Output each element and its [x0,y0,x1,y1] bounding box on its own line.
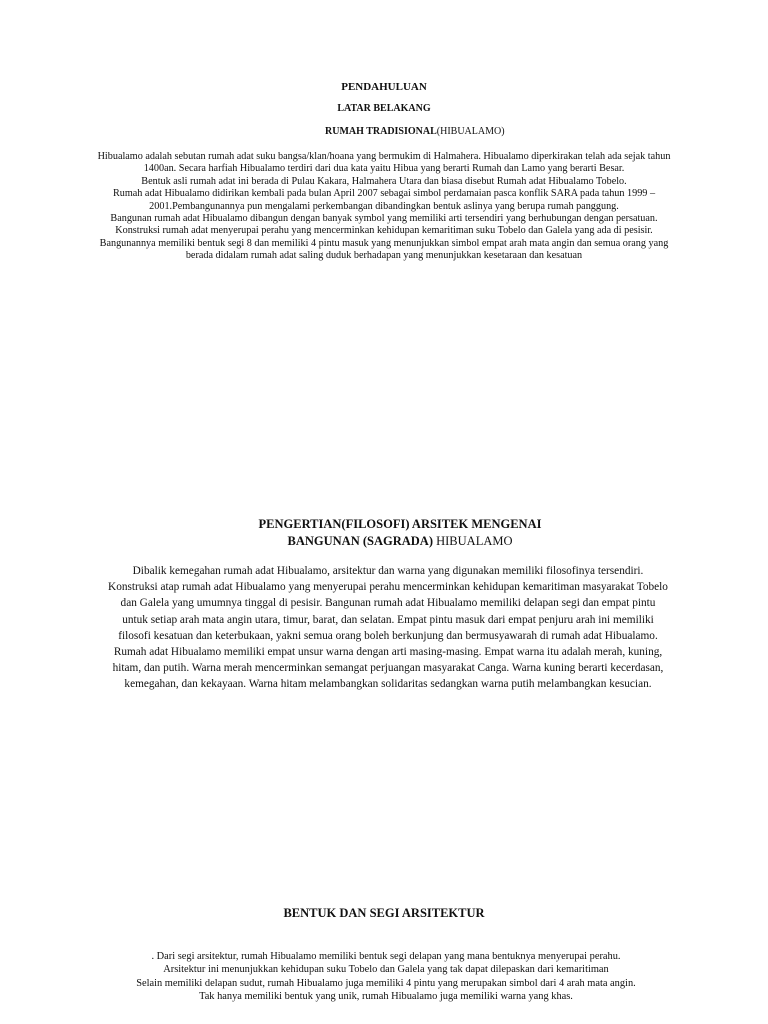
heading-rumah-tradisional [325,126,505,137]
heading-pendahuluan: PENDAHULUAN [341,81,427,93]
arsitektur-paragraph-3: Selain memiliki delapan sudut, rumah Hibualamo juga memiliki 4 pintu yang merupakan simbol dari 4 arah mata angin. [136,977,636,989]
arsitektur-body [83,950,689,1003]
heading-pengertian-line2 [200,533,600,550]
arsitektur-paragraph-4: Tak hanya memiliki bentuk yang unik, rumah Hibualamo juga memiliki warna yang khas. [199,990,573,1002]
heading-bentuk-segi: BENTUK DAN SEGI ARSITEKTUR [283,906,485,920]
heading-pengertian-filosofi [200,516,600,550]
intro-paragraph-1: Hibualamo adalah sebutan rumah adat suku bangsa/klan/hoana yang bermukim di Halmahera. Hibualamo diperkirakan telah ada sejak tahun 1400an. Secara harfiah Hibualamo terdiri dari dua kata yaitu Hibua yang berarti Rumah dan Lamo yang berarti Besar. [97,151,671,175]
arsitektur-paragraph-2: Arsitektur ini menunjukkan kehidupan suku Tobelo dan Galela yang tak dapat dilepaskan dari kemaritiman [163,964,609,976]
intro-paragraph-4: Bangunan rumah adat Hibualamo dibangun dengan banyak symbol yang memiliki arti tersendiri yang berhubungan dengan persatuan. Konstruksi rumah adat menyerupai perahu yang mencerminkan kehidupan kemaritiman suku Tobelo dan Galela yang ada di pesisir. Bangunannya memiliki bentuk segi 8 dan memiliki 4 pintu masuk yang menunjukkan simbol empat arah mata angin dan semua orang yang berada didalam rumah adat saling duduk berhadapan yang menunjukkan kesetaraan dan kesatuan [99,213,669,262]
heading-pengertian-line2-normal: HIBUALAMO [436,534,513,548]
heading-latar-belakang: LATAR BELAKANG [337,103,431,114]
intro-paragraph-2: Bentuk asli rumah adat ini berada di Pulau Kakara, Halmahera Utara dan biasa disebut Rumah adat Hibualamo Tobelo. [141,175,627,187]
intro-body [95,151,673,263]
arsitektur-paragraph-1: . Dari segi arsitektur, rumah Hibualamo memiliki bentuk segi delapan yang mana bentuknya menyerupai perahu. [151,951,621,962]
heading-pengertian-line2-bold: BANGUNAN (SAGRADA) [287,534,433,548]
heading-pengertian-line1: PENGERTIAN(FILOSOFI) ARSITEK MENGENAI [258,517,542,531]
heading-rumah-tradisional-bold: RUMAH TRADISIONAL [325,126,437,137]
filosofi-paragraph: Dibalik kemegahan rumah adat Hibualamo, arsitektur dan warna yang digunakan memiliki filosofinya tersendiri. Konstruksi atap rumah adat Hibualamo yang menyerupai perahu mencerminkan kehidupan kemaritiman masyarakat Tobelo dan Galela yang umumnya tinggal di pesisir. Bangunan rumah adat Hibualamo memiliki delapan segi dan empat pintu untuk setiap arah mata angin utara, timur, barat, dan selatan. Empat pintu masuk dari empat penjuru arah ini memiliki filosofi kesatuan dan keterbukaan, yakni semua orang boleh berkunjung dan bermusyawarah di rumah adat Hibualamo. Rumah adat Hibualamo memiliki empat unsur warna dengan arti masing-masing. Empat warna itu adalah merah, kuning, hitam, dan putih. Warna merah mencerminkan semangat perjuangan masyarakat Canga. Warna kuning berarti kecerdasan, kemegahan, dan kekayaan. Warna hitam melambangkan solidaritas sedangkan warna putih melambangkan kesucian. [108,565,668,691]
intro-paragraph-3: Rumah adat Hibualamo didirikan kembali pada bulan April 2007 sebagai simbol perdamaian pasca konflik SARA pada tahun 1999 – 2001.Pembangunannya pun mengalami perkembangan dibandingkan bentuk aslinya yang berupa rumah panggung. [112,188,656,212]
heading-rumah-tradisional-paren: (HIBUALAMO) [436,126,505,137]
